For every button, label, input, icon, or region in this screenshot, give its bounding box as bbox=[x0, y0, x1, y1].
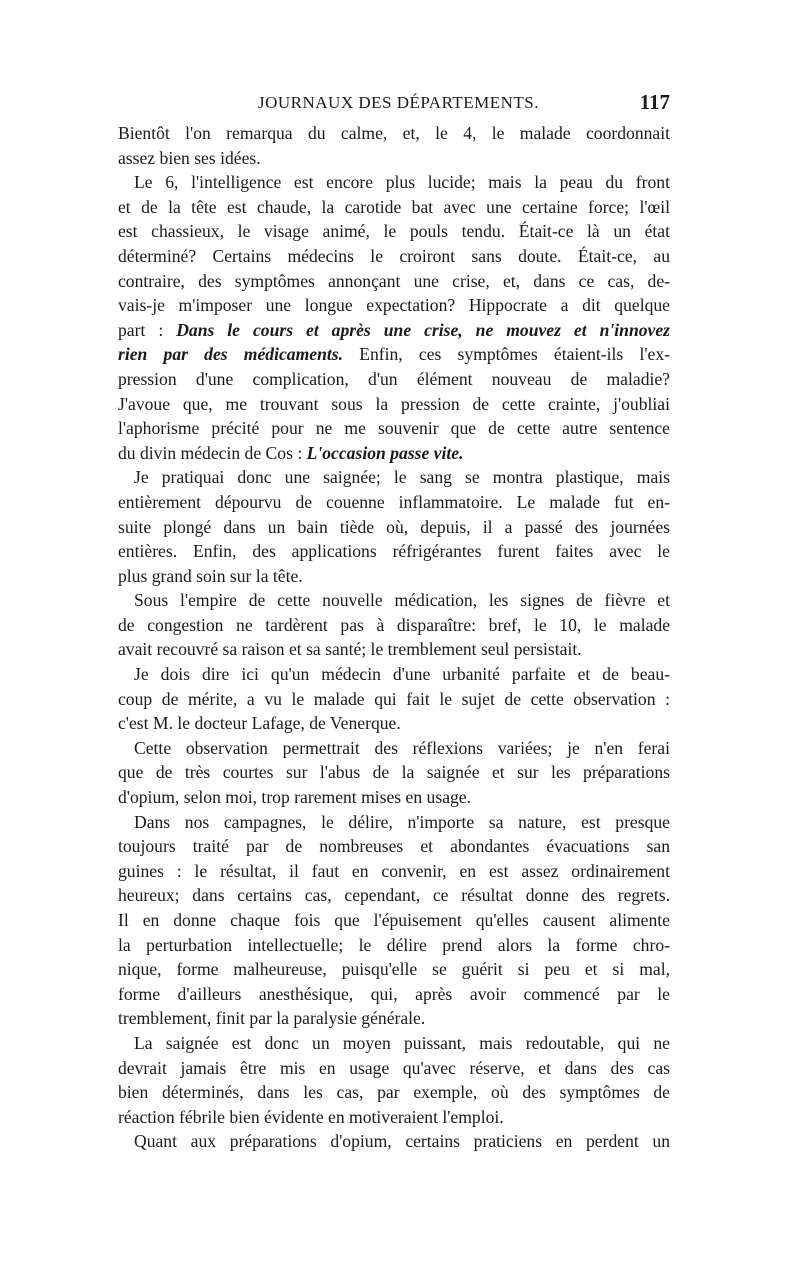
text-segment: J'avoue que, me trouvant sous la pression de cette crainte, j'oubliai bbox=[118, 393, 670, 414]
text-line bbox=[118, 367, 670, 392]
text-line bbox=[118, 957, 670, 982]
text-segment: Le 6, l'intelligence est encore plus lucide; mais la peau du front bbox=[134, 172, 670, 193]
text-segment: part : bbox=[118, 319, 177, 340]
text-segment: assez bien ses idées. bbox=[118, 147, 261, 168]
text-segment: suite plongé dans un bain tiède où, depuis, il a passé des journées bbox=[118, 516, 670, 537]
text-line bbox=[118, 687, 670, 712]
text-segment: contraire, des symptômes annonçant une crise, et, dans ce cas, de- bbox=[118, 270, 670, 291]
text-segment: Dans nos campagnes, le délire, n'importe sa nature, est presque bbox=[134, 811, 670, 832]
text-segment: Sous l'empire de cette nouvelle médication, les signes de fièvre et bbox=[134, 590, 670, 611]
text-segment: Il en donne chaque fois que l'épuisement qu'elles causent alimente bbox=[118, 910, 670, 930]
text-line bbox=[118, 515, 670, 540]
text-line bbox=[118, 244, 670, 269]
text-segment: devrait jamais être mis en usage qu'avec réserve, et dans des cas bbox=[118, 1057, 670, 1078]
text-segment: Je pratiquai donc une saignée; le sang se montra plastique, mais bbox=[134, 467, 670, 488]
text-line bbox=[118, 269, 670, 294]
text-line bbox=[118, 760, 670, 785]
text-segment: bien déterminés, dans les cas, par exemple, où des symptômes de bbox=[118, 1082, 670, 1103]
text-line bbox=[118, 982, 670, 1007]
text-line bbox=[118, 785, 670, 810]
italic-text: L'occasion passe vite. bbox=[306, 442, 464, 463]
text-segment: Enfin, ces symptômes étaient-ils l'ex- bbox=[343, 344, 670, 365]
text-segment: Je dois dire ici qu'un médecin d'une urbanité parfaite et de beau- bbox=[134, 664, 670, 685]
page-number: 117 bbox=[639, 90, 670, 114]
text-segment: que de très courtes sur l'abus de la saignée et sur les préparations bbox=[118, 762, 670, 783]
text-segment: de congestion ne tardèrent pas à disparaître: bref, le 10, le malade bbox=[118, 614, 670, 635]
text-line bbox=[118, 170, 670, 195]
text-segment: plus grand soin sur la tête. bbox=[118, 565, 303, 586]
text-segment: déterminé? Certains médecins le croiront sans doute. Était-ce, au bbox=[118, 245, 670, 266]
text-line bbox=[118, 588, 670, 613]
text-line bbox=[118, 1105, 670, 1130]
text-line bbox=[118, 883, 670, 908]
text-segment: coup de mérite, a vu le malade qui fait le sujet de cette observation : bbox=[118, 688, 670, 709]
text-segment: nique, forme malheureuse, puisqu'elle se guérit si peu et si mal, bbox=[118, 959, 670, 980]
text-line bbox=[118, 293, 670, 318]
text-segment: vais-je m'imposer une longue expectation? Hippocrate a dit quelque bbox=[118, 295, 670, 316]
text-line bbox=[118, 908, 670, 933]
italic-text: Dans le cours et après une crise, ne mouvez et n'innovez bbox=[176, 319, 670, 340]
page-header bbox=[118, 90, 670, 120]
text-segment: du divin médecin de Cos : bbox=[118, 442, 307, 463]
text-line bbox=[118, 146, 670, 171]
text-line bbox=[118, 441, 670, 466]
italic-text: rien par des médicaments. bbox=[118, 344, 344, 365]
text-segment: la perturbation intellectuelle; le délire prend alors la forme chro- bbox=[118, 934, 670, 955]
text-line bbox=[118, 859, 670, 884]
text-segment: Cette observation permettrait des réflexions variées; je n'en ferai bbox=[134, 737, 670, 758]
running-head: JOURNAUX DES DÉPARTEMENTS. bbox=[258, 93, 540, 112]
text-line bbox=[118, 711, 670, 736]
text-line bbox=[118, 1031, 670, 1056]
text-line bbox=[118, 564, 670, 589]
text-segment: La saignée est donc un moyen puissant, mais redoutable, qui ne bbox=[134, 1032, 670, 1053]
text-segment: forme d'ailleurs anesthésique, qui, après avoir commencé par le bbox=[118, 983, 670, 1004]
text-segment: d'opium, selon moi, trop rarement mises en usage. bbox=[118, 787, 472, 808]
text-line bbox=[118, 121, 670, 146]
text-line bbox=[118, 933, 670, 958]
text-line bbox=[118, 1080, 670, 1105]
text-segment: est chassieux, le visage animé, le pouls tendu. Était-ce là un état bbox=[118, 221, 670, 242]
text-segment: entières. Enfin, des applications réfrigérantes furent faites avec le bbox=[118, 541, 670, 562]
text-line bbox=[118, 342, 670, 367]
text-segment: et de la tête est chaude, la carotide bat avec une certaine force; l'œil bbox=[118, 196, 670, 217]
text-line bbox=[118, 392, 670, 417]
text-line bbox=[118, 637, 670, 662]
text-segment: Bientôt l'on remarqua du calme, et, le 4, le malade coordonnait bbox=[118, 123, 670, 143]
text-line bbox=[118, 810, 670, 835]
text-segment: toujours traité par de nombreuses et abondantes évacuations san bbox=[118, 836, 670, 857]
text-segment: avait recouvré sa raison et sa santé; le tremblement seul persistait. bbox=[118, 639, 582, 660]
text-segment: Quant aux préparations d'opium, certains praticiens en perdent un bbox=[134, 1131, 670, 1152]
text-line bbox=[118, 318, 670, 343]
text-line bbox=[118, 539, 670, 564]
text-line bbox=[118, 465, 670, 490]
text-segment: l'aphorisme précité pour ne me souvenir que de cette autre sentence bbox=[118, 418, 670, 439]
text-line bbox=[118, 1056, 670, 1081]
text-segment: c'est M. le docteur Lafage, de Venerque. bbox=[118, 713, 401, 734]
text-line bbox=[118, 1006, 670, 1031]
text-line bbox=[118, 195, 670, 220]
text-line bbox=[118, 662, 670, 687]
text-line bbox=[118, 219, 670, 244]
text-segment: guines : le résultat, il faut en convenir, en est assez ordinairement bbox=[118, 860, 670, 881]
text-line bbox=[118, 1129, 670, 1154]
text-line bbox=[118, 736, 670, 761]
text-line bbox=[118, 416, 670, 441]
text-line bbox=[118, 490, 670, 515]
body-text bbox=[118, 121, 670, 1154]
text-segment: heureux; dans certains cas, cependant, ce résultat donne des regrets. bbox=[118, 885, 670, 906]
text-segment: pression d'une complication, d'un élément nouveau de maladie? bbox=[118, 368, 670, 389]
text-segment: tremblement, finit par la paralysie générale. bbox=[118, 1008, 426, 1029]
text-segment: réaction fébrile bien évidente en motiveraient l'emploi. bbox=[118, 1106, 504, 1127]
text-line bbox=[118, 613, 670, 638]
text-segment: entièrement dépourvu de couenne inflammatoire. Le malade fut en- bbox=[118, 491, 670, 512]
text-line bbox=[118, 834, 670, 859]
